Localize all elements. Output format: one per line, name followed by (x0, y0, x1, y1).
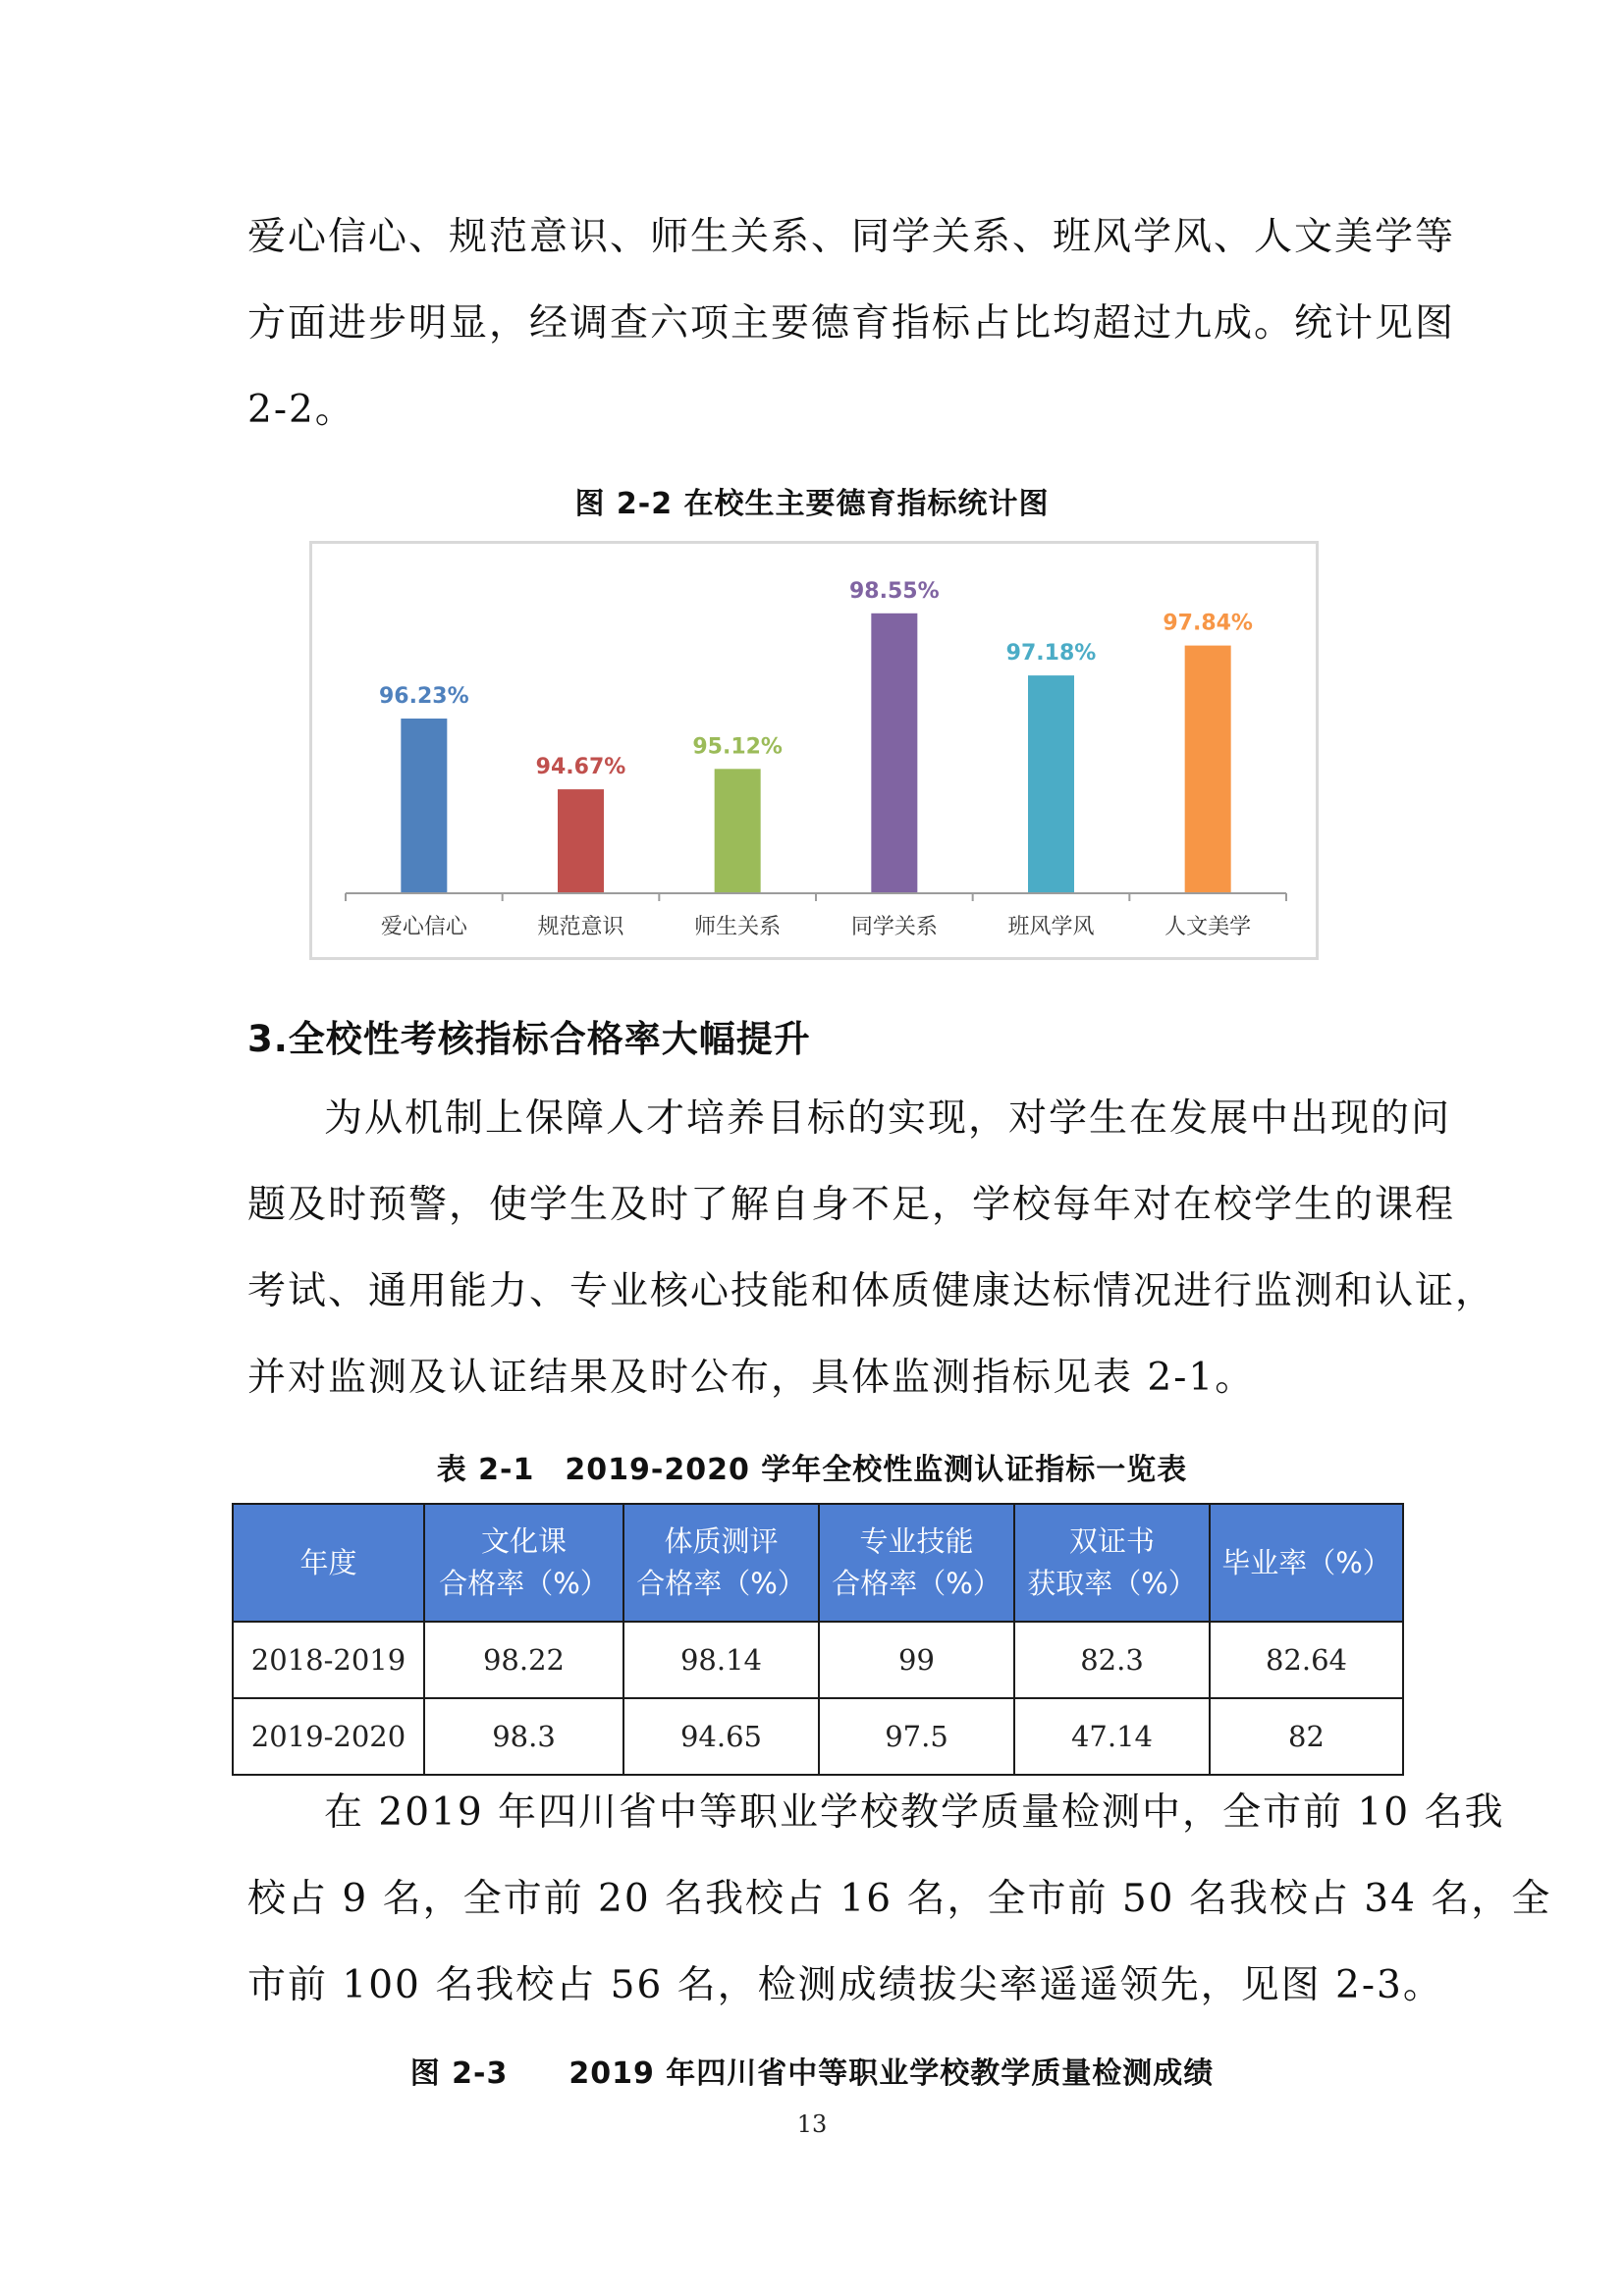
header-culture-pass-rate: 文化课 合格率（%） (424, 1504, 623, 1622)
bar-chart (309, 541, 1319, 960)
table-cell: 82.64 (1210, 1622, 1403, 1698)
section3-line: 题及时预警，使学生及时了解自身不足，学校每年对在校学生的课程 (247, 1183, 1456, 1227)
figure-2-2-caption: 图 2-2 在校生主要德育指标统计图 (574, 487, 1050, 521)
closing-line: 市前 100 名我校占 56 名，检测成绩拔尖率遥遥领先，见图 2-3。 (247, 1963, 1443, 2007)
bar (401, 719, 447, 892)
table-cell: 2019-2020 (233, 1698, 424, 1775)
intro-line: 爱心信心、规范意识、师生关系、同学关系、班风学风、人文美学等 (247, 215, 1456, 259)
table-2-1-caption: 表 2-1 2019-2020 学年全校性监测认证指标一览表 (436, 1453, 1188, 1487)
table-cell: 82 (1210, 1698, 1403, 1775)
table-cell: 82.3 (1014, 1622, 1210, 1698)
table-cell: 2018-2019 (233, 1622, 424, 1698)
data-label: 97.84% (1163, 611, 1253, 636)
header-dual-cert-rate: 双证书 获取率（%） (1014, 1504, 1210, 1622)
closing-line: 校占 9 名，全市前 20 名我校占 16 名，全市前 50 名我校占 34 名，全 (247, 1877, 1552, 1921)
table-cell: 94.65 (623, 1698, 819, 1775)
section3-paragraph (247, 1076, 1496, 1421)
monitoring-table (232, 1503, 1404, 1776)
intro-line: 方面进步明显，经调查六项主要德育指标占比均超过九成。统计见图 (247, 301, 1456, 346)
header-graduation-rate: 毕业率（%） (1210, 1504, 1403, 1622)
table-cell: 98.22 (424, 1622, 623, 1698)
category-label: 同学关系 (850, 915, 938, 939)
category-label: 人文美学 (1164, 915, 1252, 939)
category-label: 爱心信心 (380, 915, 467, 939)
section3-line: 并对监测及认证结果及时公布，具体监测指标见表 2-1。 (247, 1356, 1256, 1400)
category-label: 师生关系 (694, 915, 782, 939)
header-skill-pass-rate: 专业技能 合格率（%） (819, 1504, 1014, 1622)
bar-chart-svg (312, 544, 1316, 957)
table-cell: 47.14 (1014, 1698, 1210, 1775)
table-cell: 98.14 (623, 1622, 819, 1698)
bar (1028, 675, 1074, 892)
category-label: 班风学风 (1007, 915, 1095, 939)
data-label: 97.18% (1005, 641, 1097, 667)
category-label: 规范意识 (537, 915, 624, 939)
closing-paragraph (247, 1770, 1552, 2029)
section3-line: 为从机制上保障人才培养目标的实现，对学生在发展中出现的问 (324, 1096, 1452, 1141)
bar (715, 769, 761, 892)
table-header-row (233, 1504, 1403, 1622)
table-row (233, 1698, 1403, 1775)
intro-line: 2-2。 (247, 388, 355, 432)
header-physical-pass-rate: 体质测评 合格率（%） (623, 1504, 819, 1622)
bar (1185, 646, 1231, 892)
header-year: 年度 (233, 1504, 424, 1622)
section-heading: 3.全校性考核指标合格率大幅提升 (247, 1018, 811, 1060)
data-label: 98.55% (849, 578, 940, 604)
intro-paragraph (247, 194, 1456, 454)
table-cell: 97.5 (819, 1698, 1014, 1775)
data-label: 94.67% (535, 755, 626, 780)
figure-2-3-caption: 图 2-3 2019 年四川省中等职业学校教学质量检测成绩 (409, 2056, 1215, 2091)
section3-line: 考试、通用能力、专业核心技能和体质健康达标情况进行监测和认证， (247, 1269, 1496, 1313)
page-number: 13 (796, 2110, 828, 2138)
table-row (233, 1622, 1403, 1698)
bar (558, 789, 604, 892)
table-cell: 99 (819, 1622, 1014, 1698)
data-label: 96.23% (379, 684, 469, 710)
closing-line: 在 2019 年四川省中等职业学校教学质量检测中，全市前 10 名我 (324, 1790, 1505, 1835)
bar (871, 614, 917, 892)
table-cell: 98.3 (424, 1698, 623, 1775)
data-label: 95.12% (692, 734, 783, 760)
